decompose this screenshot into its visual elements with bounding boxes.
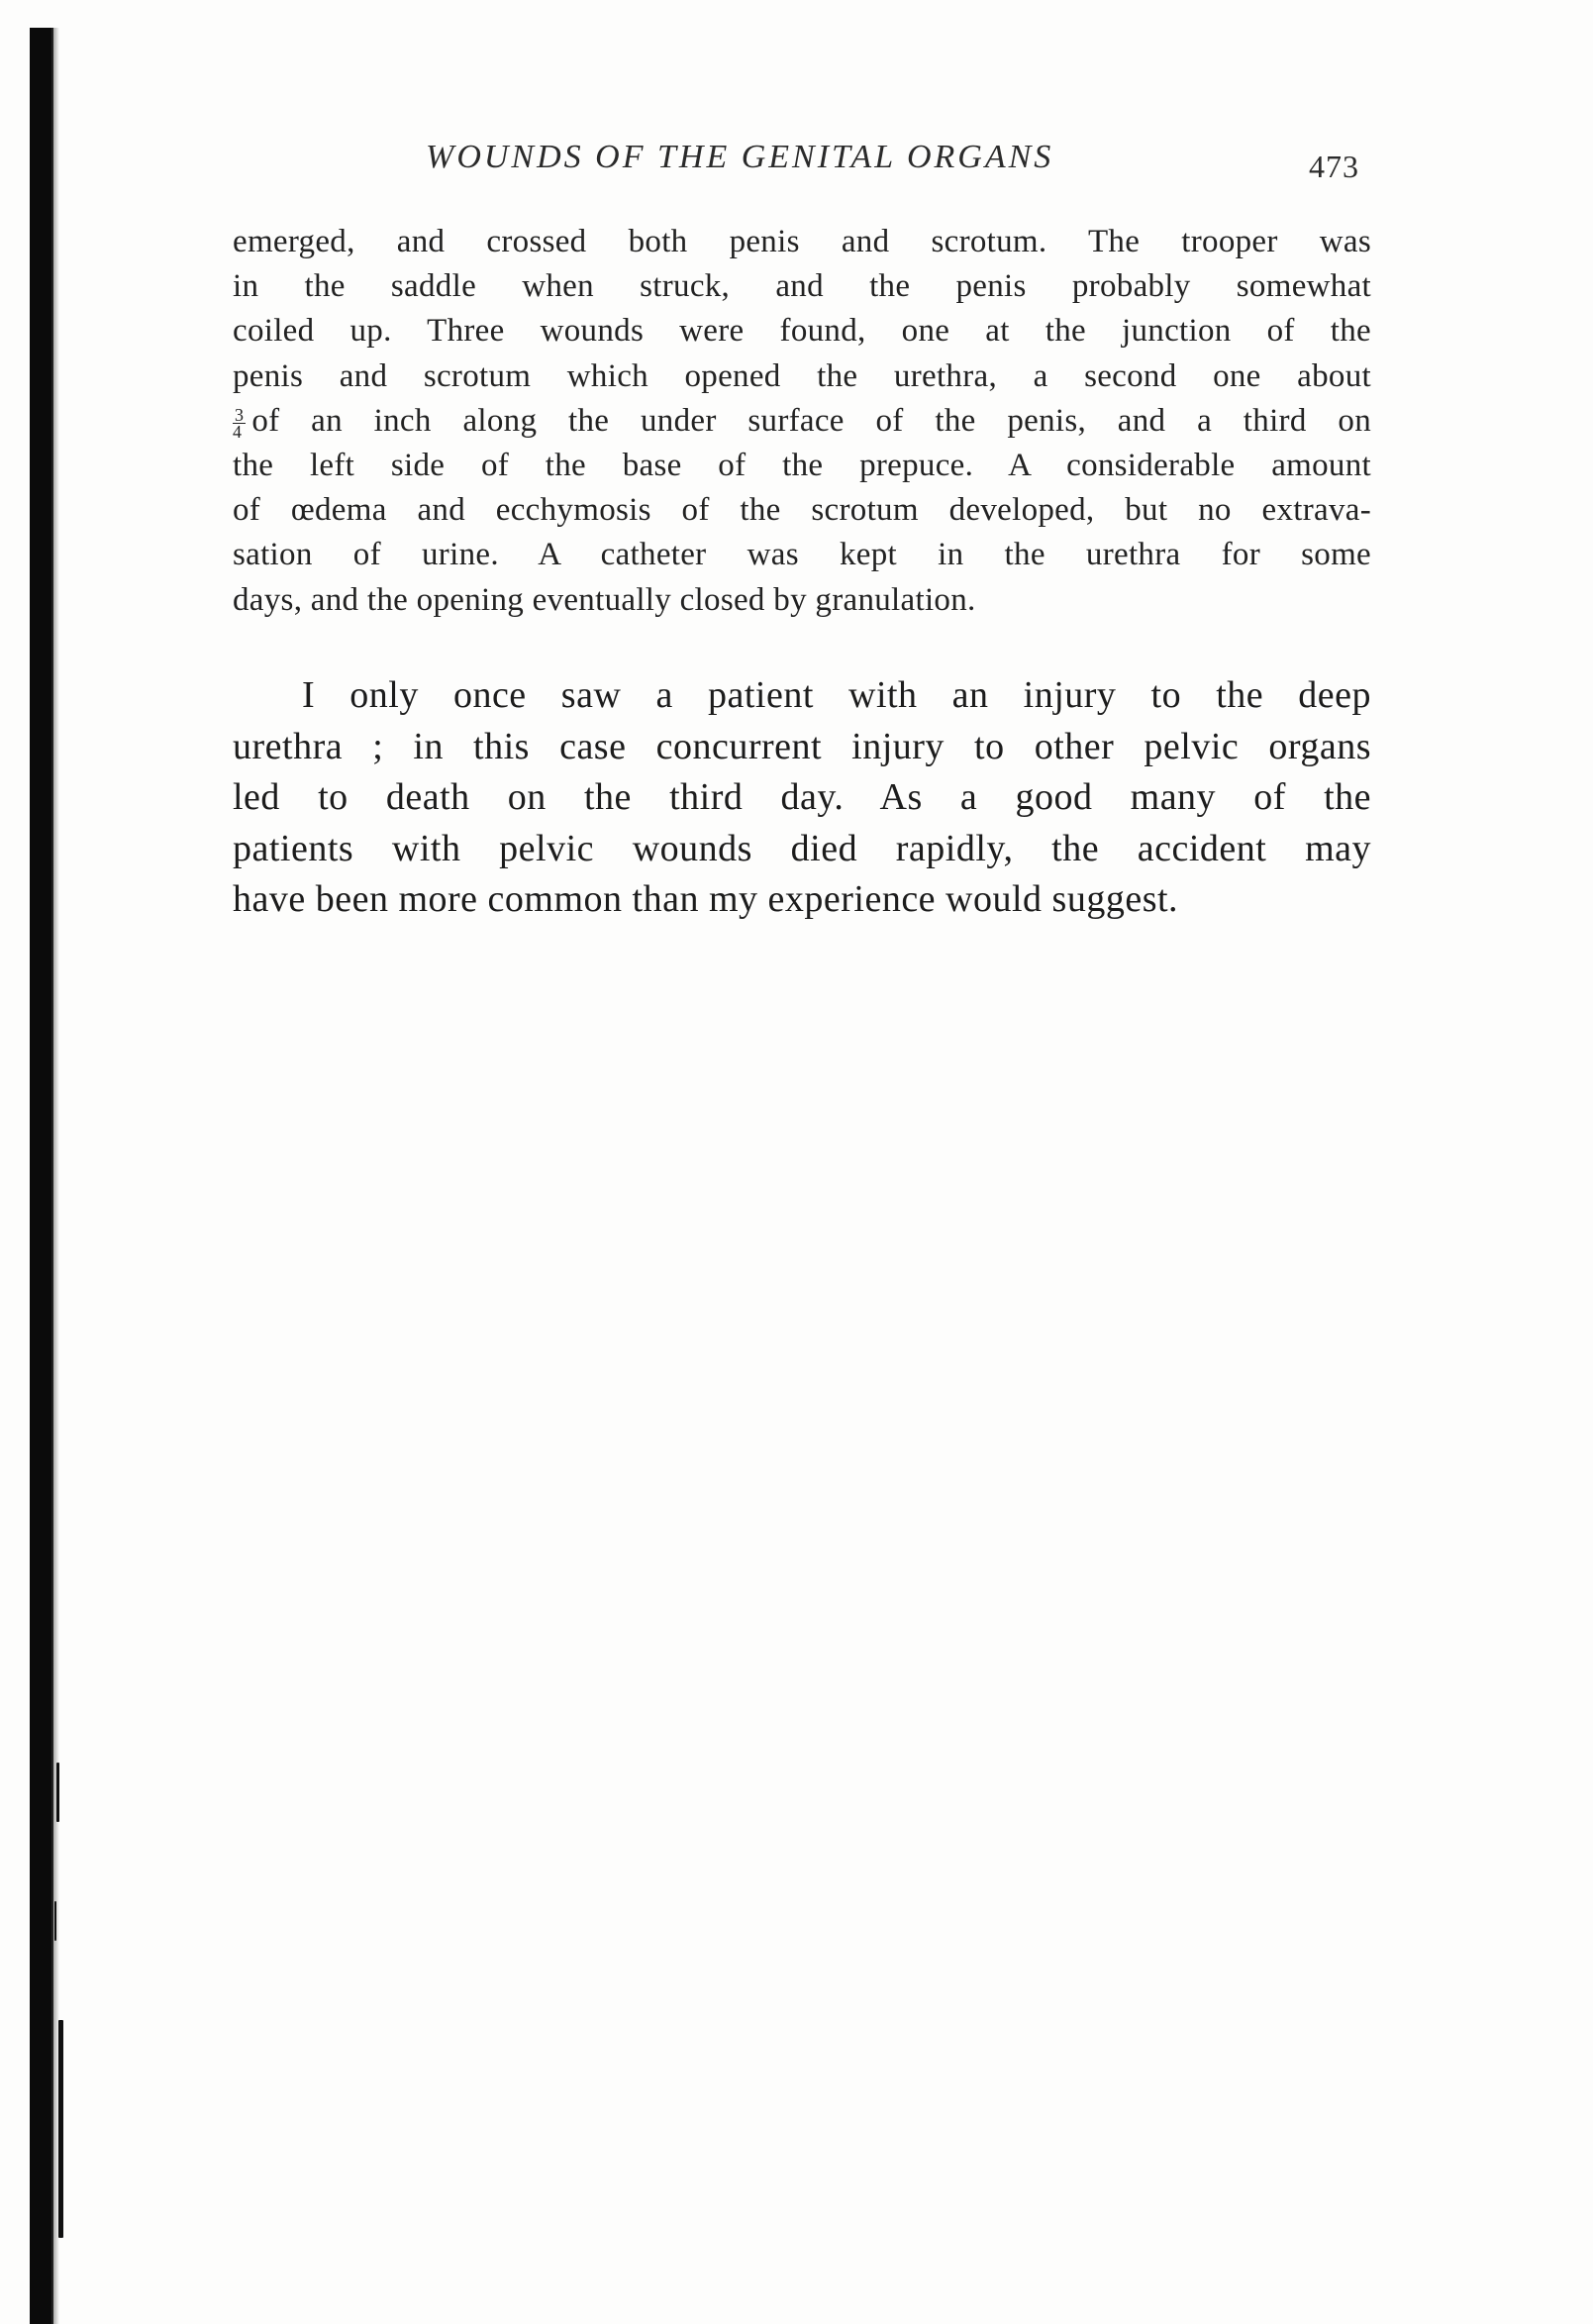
binding-specks xyxy=(54,1763,74,2258)
text-line: sation of urine. A catheter was kept in the urethra for some xyxy=(233,537,1371,573)
text-line: the left side of the base of the prepuce. A considerable amount xyxy=(233,448,1371,484)
text-line-with-fraction xyxy=(233,399,1371,444)
text-line: of an inch along the under surface of the penis, and a third on xyxy=(251,402,1371,439)
text-line: penis and scrotum which opened the urethra, a second one about xyxy=(233,357,1371,394)
page-number: 473 xyxy=(1309,149,1359,184)
text-line: I only once saw a patient with an injury to the deep xyxy=(302,674,1371,716)
text-line: have been more common than my experience would suggest. xyxy=(233,878,1179,920)
text-line: emerged, and crossed both penis and scrotum. The trooper was xyxy=(233,224,1371,259)
running-title: WOUNDS OF THE GENITAL ORGANS xyxy=(426,139,1054,175)
text-line: urethra ; in this case concurrent injury to other pelvic organs xyxy=(233,725,1371,767)
text-line: coiled up. Three wounds were found, one at the junction of the xyxy=(233,313,1371,350)
text-line: patients with pelvic wounds died rapidly, the accident may xyxy=(233,827,1371,869)
speck xyxy=(58,2020,63,2238)
fraction-numerator: 3 xyxy=(235,404,245,425)
fraction-denominator: 4 xyxy=(233,421,243,442)
text-line: days, and the opening eventually closed by granulation. xyxy=(233,581,976,618)
text-line: of œdema and ecchymosis of the scrotum developed, but no extrava- xyxy=(233,492,1371,529)
paragraph-deep-urethra xyxy=(233,670,1371,926)
speck xyxy=(54,1901,56,1941)
paragraph-case-report xyxy=(233,220,1371,623)
fraction-three-quarters xyxy=(233,404,246,442)
speck xyxy=(56,1763,59,1822)
binding-shadow xyxy=(30,28,53,2324)
text-line: led to death on the third day. As a good many of the xyxy=(233,776,1371,818)
text-line: in the saddle when struck, and the penis probably somewhat xyxy=(233,268,1371,305)
